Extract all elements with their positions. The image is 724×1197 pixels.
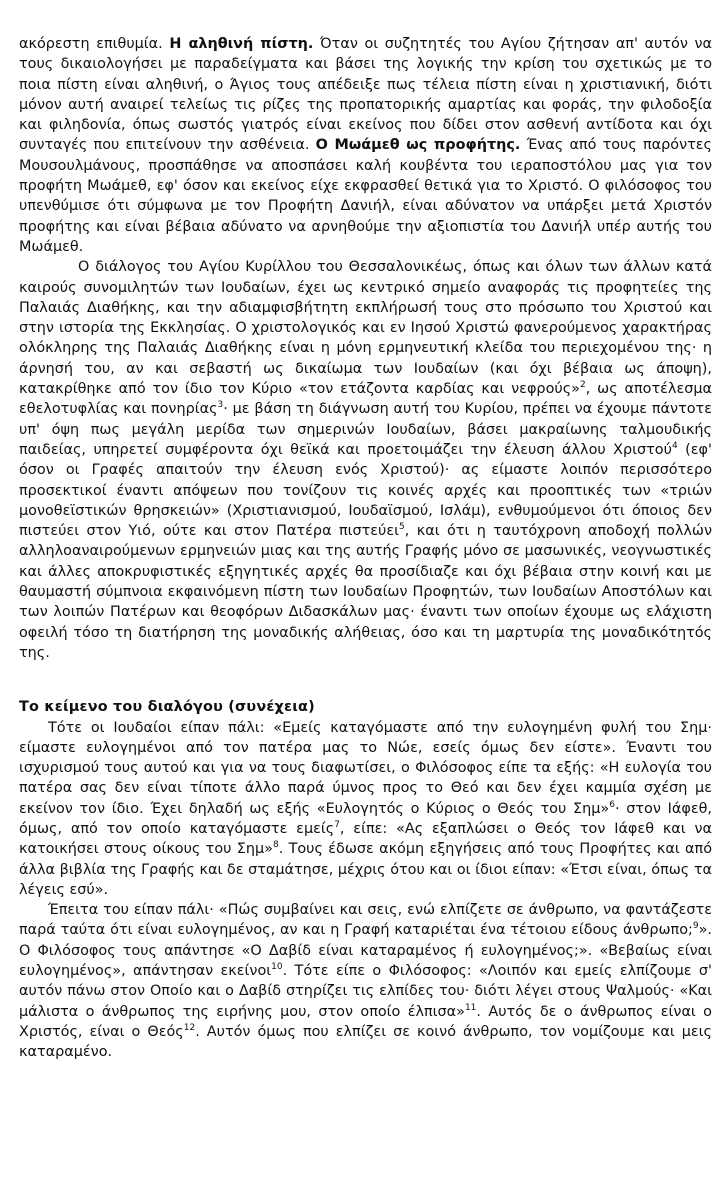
footnote-ref: 8 [272,840,279,851]
text-run: Ένας από τους παρόντες Μουσουλμάνους, προσπάθησε να αποσπάσει καλή κουβέντα του ιεραποστόλου μας για τον προφήτη Μωάμεθ, εφ' όσον και εκείνος είχε εκφρασθεί θετικά για το Χριστό. Ο φιλόσοφος του υπενθύμισε ότι σύμφωνα με τον Προφήτη Δανιήλ, είναι αδύνατον να υπάρξει μετά Χριστόν προφήτης και είναι βέβαια αδύνατο να αρνηθούμε την αξιοπιστία του Δανιήλ υπέρ αυτής του Μωάμεθ. [19,137,712,255]
footnote-ref: 4 [671,440,678,451]
paragraph-dialogue-1 [19,718,712,901]
footnote-ref: 6 [609,799,615,810]
text-run: , και ότι η ταυτόχρονη αποδοχή πολλών αλληλοαναιρούμενων ερμηνειών μιας και της αυτής Γραφής μόνο σε μασωνικές, νεογνωστικές και άλλες αποκρυφιστικές εξηγητικές αρχές θα προσίδιαζε και όχι βέβαια στην κοινή και με θαυμαστή σύμπνοια εκφαινόμενη πίστη των Ιουδαίων Προφητών, των Ιουδαίων Αποστόλων και των λοιπών Πατέρων και θεοφόρων Διδασκάλων μας· έναντι των οποίων έχουμε ως ελάχιστη οφειλή τόσο τη διατήρηση της μοναδικής αλήθειας, όσο και τη μαρτυρία της μοναδικότητός της. [19,523,712,661]
footnote-ref: 5 [399,522,405,533]
text-run: ». Ο Φιλόσοφος τους απάντησε «Ο Δαβίδ είναι καταραμένος ή ευλογημένος;». «Βεβαίως είναι ευλογημένος», απάντησαν εκείνοι [19,922,712,980]
text-run: (εφ' όσον οι Γραφές απαιτούν την έλευση ενός Χριστού)· ας είμαστε λοιπόν περισσότερο προσεκτικοί έναντι απόψεων που τονίζουν τις κοινές αρχές και προοπτικές των «τριών μονοθεϊστικών θρησκειών» (Χριστιανισμού, Ιουδαϊσμού, Ισλάμ), ενθυμούμενοι ότι όποιος δεν πιστεύει στον Υιό, ούτε και στον Πατέρα πιστεύει [19,441,712,540]
footnote-ref: 10 [271,962,283,973]
text-run: , είπε: «Ας εξαπλώσει ο Θεός τον Ιάφεθ και να κατοικήσει στους οίκους του Σημ» [19,820,712,858]
footnote-ref: 7 [334,819,340,830]
text-run: · με βάση τη διάγνωση αυτή του Κυρίου, πρέπει να έχουμε πάντοτε υπ' όψη πως μεγάλη μερίδα των σημερινών Ιουδαίων, βάσει μακραίωνης ταλμουδικής παιδείας, υπηρετεί συμφέροντα όχι θεϊκά και προετοιμάζει την έλευση άλλου Χριστού [19,401,712,458]
inline-heading-muhammad-prophet: Ο Μωάμεθ ως προφήτης. [315,137,521,154]
text-run: ακόρεστη επιθυμία. [19,36,170,52]
text-run: , ως αποτέλεσμα εθελοτυφλίας και πονηρίας [19,381,712,418]
paragraph-true-faith [19,34,712,257]
text-run: Τότε οι Ιουδαίοι είπαν πάλι: «Εμείς καταγόμαστε από την ευλογημένη φυλή του Σημ· είμαστε ευλογημένοι από τον πατέρα μας το Νώε, εσείς όμως δεν είστε». Έναντι του ισχυρισμού τους αυτού και για να τους διαφωτίσει, ο Φιλόσοφος είπε τα εξής: «Η ευλογία του πατέρα σας δεν είναι τίποτε άλλο παρά ύμνος προς το Θεό και δεν έχει καμμία σχέση με εκείνον τον ίδιο. Έχει δηλαδή ως εξής «Ευλογητός ο Κύριος ο Θεός του Σημ» [19,719,712,817]
footnote-ref: 3 [217,400,224,411]
text-run: Ο διάλογος του Αγίου Κυρίλλου του Θεσσαλονικέως, όπως και όλων των άλλων κατά καιρούς συνομιλητών των Ιουδαίων, έχει ως κεντρικό σημείο αναφοράς τις προφητείες της Παλαιάς Διαθήκης, και την αδιαμφισβήτητη εκπλήρωσή τους στο πρόσωπο του Χριστού και στην ιστορία της Εκκλησίας. Ο χριστολογικός και εν Ιησού Χριστώ φανερούμενος χαρακτήρας ολόκληρης της Παλαιάς Διαθήκης είναι η μόνη ερμηνευτική κλείδα του περιεχομένου της· η άρνησή του, αν και σεβαστή ως δικαίωμα των Ιουδαίων (και όχι βέβαια ως άποψη), κατακρίθηκε από τον ίδιο τον Κύριο «τον ετάζοντα καρδίας και νεφρούς» [19,259,712,398]
text-run: · στον Ιάφεθ, όμως, από τον οποίο καταγόμαστε εμείς [19,800,713,837]
section-heading: Το κείμενο του διαλόγου (συνέχεια) [19,699,315,716]
text-run: Όταν οι συζητητές του Αγίου ζήτησαν απ' αυτόν να τους δικαιολογήσει με παραδείγματα και βάσει της λογικής την κρίση του σχετικώς με το ποια πίστη είναι αληθινή, ο Άγιος τους απέδειξε πως τέλεια πίστη είναι η χριστιανική, διότι μόνον αυτή αναιρεί τελείως τις ρίζες της προπατορικής αμαρτίας και φοράς, την φιλοδοξία και φιληδονία, όπως σωστός γιατρός είναι εκείνος που δίδει στον ασθενή αντίδοτα και όχι συνταγές που επιτείνουν την ασθένεια. [19,36,712,154]
footnote-ref: 9 [692,921,699,932]
footnote-ref: 11 [464,1002,477,1013]
paragraph-dialogue-2 [19,900,712,1062]
text-run: Έπειτα του είπαν πάλι· «Πώς συμβαίνει και σεις, ενώ ελπίζετε σε άνθρωπο, να φαντάζεστε παρά ταύτα ότι είναι ευλογημένος, αν και η Γραφή καταριέται ένα τέτοιου είδους άνθρωπο; [19,902,712,939]
inline-heading-true-faith: Η αληθινή πίστη. [169,36,314,52]
text-run: . Αυτόν όμως που ελπίζει σε κοινό άνθρωπο, τον νομίζουμε και μεις καταραμένο. [19,1023,712,1061]
text-run: . Τους έδωσε ακόμη εξηγήσεις από τους Προφήτες και από άλλα βιβλία της Γραφής και δε σταμάτησε, μέχρις ότου και οι ίδιοι είπαν: «Έτσι είναι, όπως τα λέγεις εσύ». [19,841,712,898]
footnote-ref: 12 [183,1022,196,1033]
footnote-ref: 2 [579,380,586,391]
paragraph-dialogue-commentary [19,257,712,663]
text-run: . Αυτός δε ο άνθρωπος είναι ο Χριστός, είναι ο Θεός [19,1003,712,1040]
text-run: . Τότε είπε ο Φιλόσοφος: «Λοιπόν και εμείς ελπίζουμε σ' αυτόν πάνω στον Οποίο και ο Δαβίδ στηρίζει τις ελπίδες του· διότι λέγει στους Ψαλμούς· «Και μάλιστα ο άνθρωπος της ειρήνης μου, στον οποίο έλπισα» [19,963,712,1020]
